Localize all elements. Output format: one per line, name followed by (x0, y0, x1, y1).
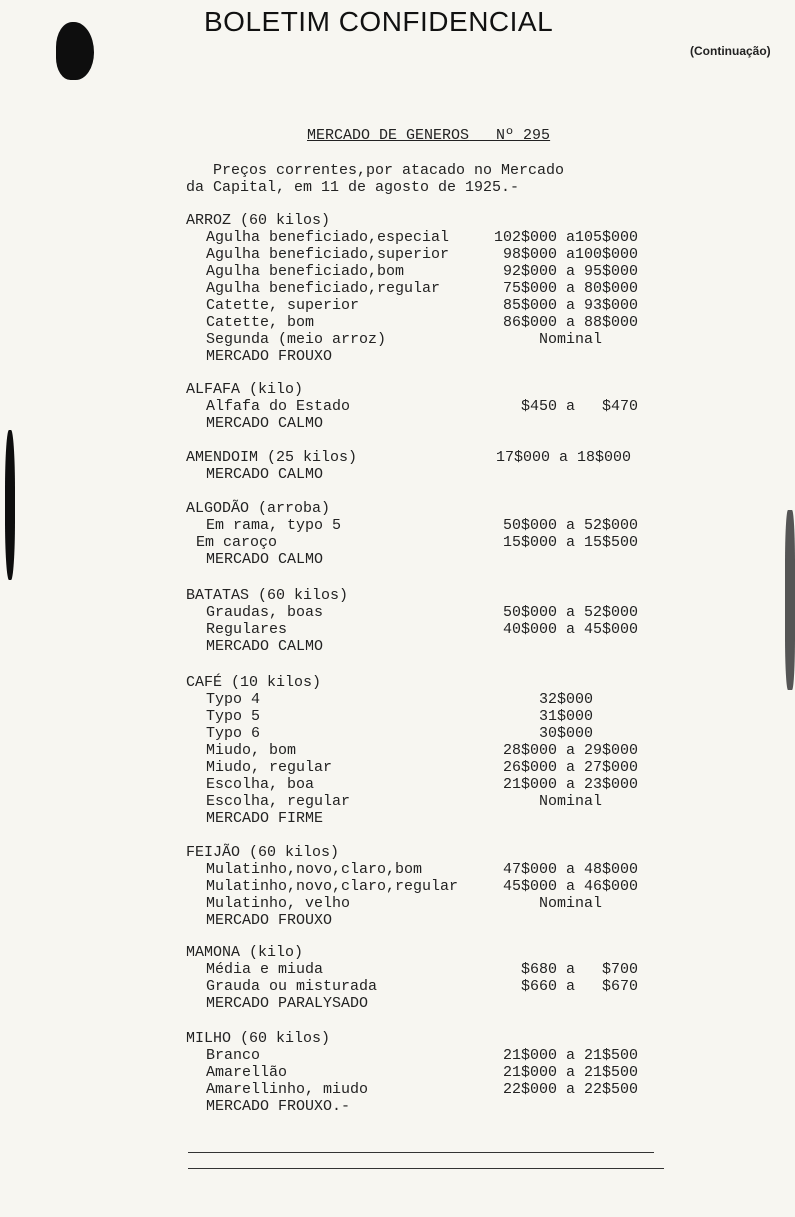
item-name: Em caroço (196, 534, 278, 551)
item-name: Segunda (meio arroz) (206, 331, 387, 348)
item-name: Média e miuda (206, 961, 324, 978)
title-text: MERCADO DE GENEROS (307, 127, 470, 144)
item-name: Branco (206, 1047, 261, 1064)
item-price: 85$000 a 93$000 (494, 297, 639, 314)
masthead: BOLETIM CONFIDENCIAL (204, 6, 554, 37)
price-row (186, 331, 666, 348)
price-row (186, 280, 666, 297)
section-algodao (186, 500, 666, 568)
item-name: Regulares (206, 621, 288, 638)
price-row (186, 776, 666, 793)
item-name: Typo 5 (206, 708, 261, 725)
item-price: 22$000 a 22$500 (494, 1081, 639, 1098)
price-row (186, 398, 666, 415)
item-price: 102$000 a105$000 (494, 229, 639, 246)
intro-line-1: Preços correntes,por atacado no Mercado (186, 162, 565, 179)
item-price: $660 a $670 (494, 978, 639, 995)
market-status: MERCADO FROUXO (206, 912, 333, 929)
price-row (186, 708, 666, 725)
item-price: 15$000 a 15$500 (494, 534, 639, 551)
price-row (186, 691, 666, 708)
item-name: Grauda ou misturada (206, 978, 378, 995)
item-name: Graudas, boas (206, 604, 324, 621)
price-row (186, 229, 666, 246)
item-price: $450 a $470 (494, 398, 639, 415)
section-feijao (186, 844, 666, 929)
market-status: MERCADO FIRME (206, 810, 324, 827)
item-price: 75$000 a 80$000 (494, 280, 639, 297)
item-price: 40$000 a 45$000 (494, 621, 639, 638)
item-name: Alfafa do Estado (206, 398, 351, 415)
bulletin-number: Nº 295 (496, 127, 551, 144)
item-name: Catette, superior (206, 297, 360, 314)
item-price: 47$000 a 48$000 (494, 861, 639, 878)
intro-line-2: da Capital, em 11 de agosto de 1925.- (186, 179, 520, 196)
item-name: Em rama, typo 5 (206, 517, 342, 534)
section-title: FEIJÃO (60 kilos) (186, 844, 340, 861)
item-price: Nominal (494, 895, 603, 912)
item-price: 92$000 a 95$000 (494, 263, 639, 280)
item-price: 30$000 (494, 725, 594, 742)
item-name: Mulatinho,novo,claro,bom (206, 861, 423, 878)
divider (188, 1168, 664, 1169)
continuation-label: (Continuação) (690, 44, 771, 58)
price-row (186, 978, 666, 995)
price-row (186, 604, 666, 621)
item-price: 98$000 a100$000 (494, 246, 639, 263)
item-price: 50$000 a 52$000 (494, 517, 639, 534)
item-name: Agulha beneficiado,bom (206, 263, 405, 280)
item-price: 21$000 a 23$000 (494, 776, 639, 793)
section-title: ALGODÃO (arroba) (186, 500, 331, 517)
market-status: MERCADO CALMO (206, 638, 324, 655)
section-title: MAMONA (kilo) (186, 944, 304, 961)
item-name: Miudo, bom (206, 742, 297, 759)
item-price: 21$000 a 21$500 (494, 1047, 639, 1064)
item-name: Mulatinho, velho (206, 895, 351, 912)
price-row (186, 314, 666, 331)
section-alfafa (186, 381, 666, 432)
item-name: Catette, bom (206, 314, 315, 331)
section-amendoim (186, 449, 666, 483)
price-row (186, 449, 666, 466)
price-row (186, 878, 666, 895)
ink-blot (56, 22, 94, 80)
price-row (186, 1081, 666, 1098)
price-row (186, 1047, 666, 1064)
section-title: AMENDOIM (25 kilos) (186, 449, 358, 466)
item-price: Nominal (494, 331, 603, 348)
item-price: 28$000 a 29$000 (494, 742, 639, 759)
market-status: MERCADO PARALYSADO (206, 995, 369, 1012)
price-row (186, 961, 666, 978)
section-mamona (186, 944, 666, 1012)
item-price: 86$000 a 88$000 (494, 314, 639, 331)
section-title: BATATAS (60 kilos) (186, 587, 349, 604)
section-batatas (186, 587, 666, 655)
item-price: $680 a $700 (494, 961, 639, 978)
section-arroz (186, 212, 666, 365)
price-row (186, 246, 666, 263)
section-title: ARROZ (60 kilos) (186, 212, 331, 229)
item-name: Mulatinho,novo,claro,regular (206, 878, 459, 895)
item-name: Amarellinho, miudo (206, 1081, 369, 1098)
divider (188, 1152, 654, 1153)
item-name: Escolha, boa (206, 776, 315, 793)
item-name: Miudo, regular (206, 759, 333, 776)
price-row (186, 297, 666, 314)
price-row (186, 759, 666, 776)
item-name: Typo 6 (206, 725, 261, 742)
price-row (186, 517, 666, 534)
item-price: 31$000 (494, 708, 594, 725)
item-name: Agulha beneficiado,especial (206, 229, 450, 246)
intro-paragraph (186, 162, 564, 196)
item-price: 50$000 a 52$000 (494, 604, 639, 621)
price-row (186, 793, 666, 810)
ink-mark (5, 430, 15, 580)
section-title: CAFÉ (10 kilos) (186, 674, 322, 691)
item-price: Nominal (494, 793, 603, 810)
price-row (186, 621, 666, 638)
scan-edge-mark (785, 510, 795, 690)
section-title: MILHO (60 kilos) (186, 1030, 331, 1047)
price-row (186, 1064, 666, 1081)
item-price: 26$000 a 27$000 (494, 759, 639, 776)
section-cafe (186, 674, 666, 827)
market-status: MERCADO CALMO (206, 466, 324, 483)
item-name: Escolha, regular (206, 793, 351, 810)
item-name: Typo 4 (206, 691, 261, 708)
item-price: 45$000 a 46$000 (494, 878, 639, 895)
market-status: MERCADO FROUXO.- (206, 1098, 351, 1115)
price-row (186, 725, 666, 742)
item-name: Agulha beneficiado,superior (206, 246, 450, 263)
market-status: MERCADO FROUXO (206, 348, 333, 365)
document-title (307, 127, 550, 144)
item-price: 32$000 (494, 691, 594, 708)
item-price: 17$000 a 18$000 (496, 449, 632, 466)
price-row (186, 534, 666, 551)
market-status: MERCADO CALMO (206, 415, 324, 432)
price-row (186, 861, 666, 878)
item-name: Agulha beneficiado,regular (206, 280, 441, 297)
item-name: Amarellão (206, 1064, 288, 1081)
section-title: ALFAFA (kilo) (186, 381, 304, 398)
section-milho (186, 1030, 666, 1115)
price-row (186, 742, 666, 759)
item-price: 21$000 a 21$500 (494, 1064, 639, 1081)
price-row (186, 895, 666, 912)
market-status: MERCADO CALMO (206, 551, 324, 568)
price-row (186, 263, 666, 280)
